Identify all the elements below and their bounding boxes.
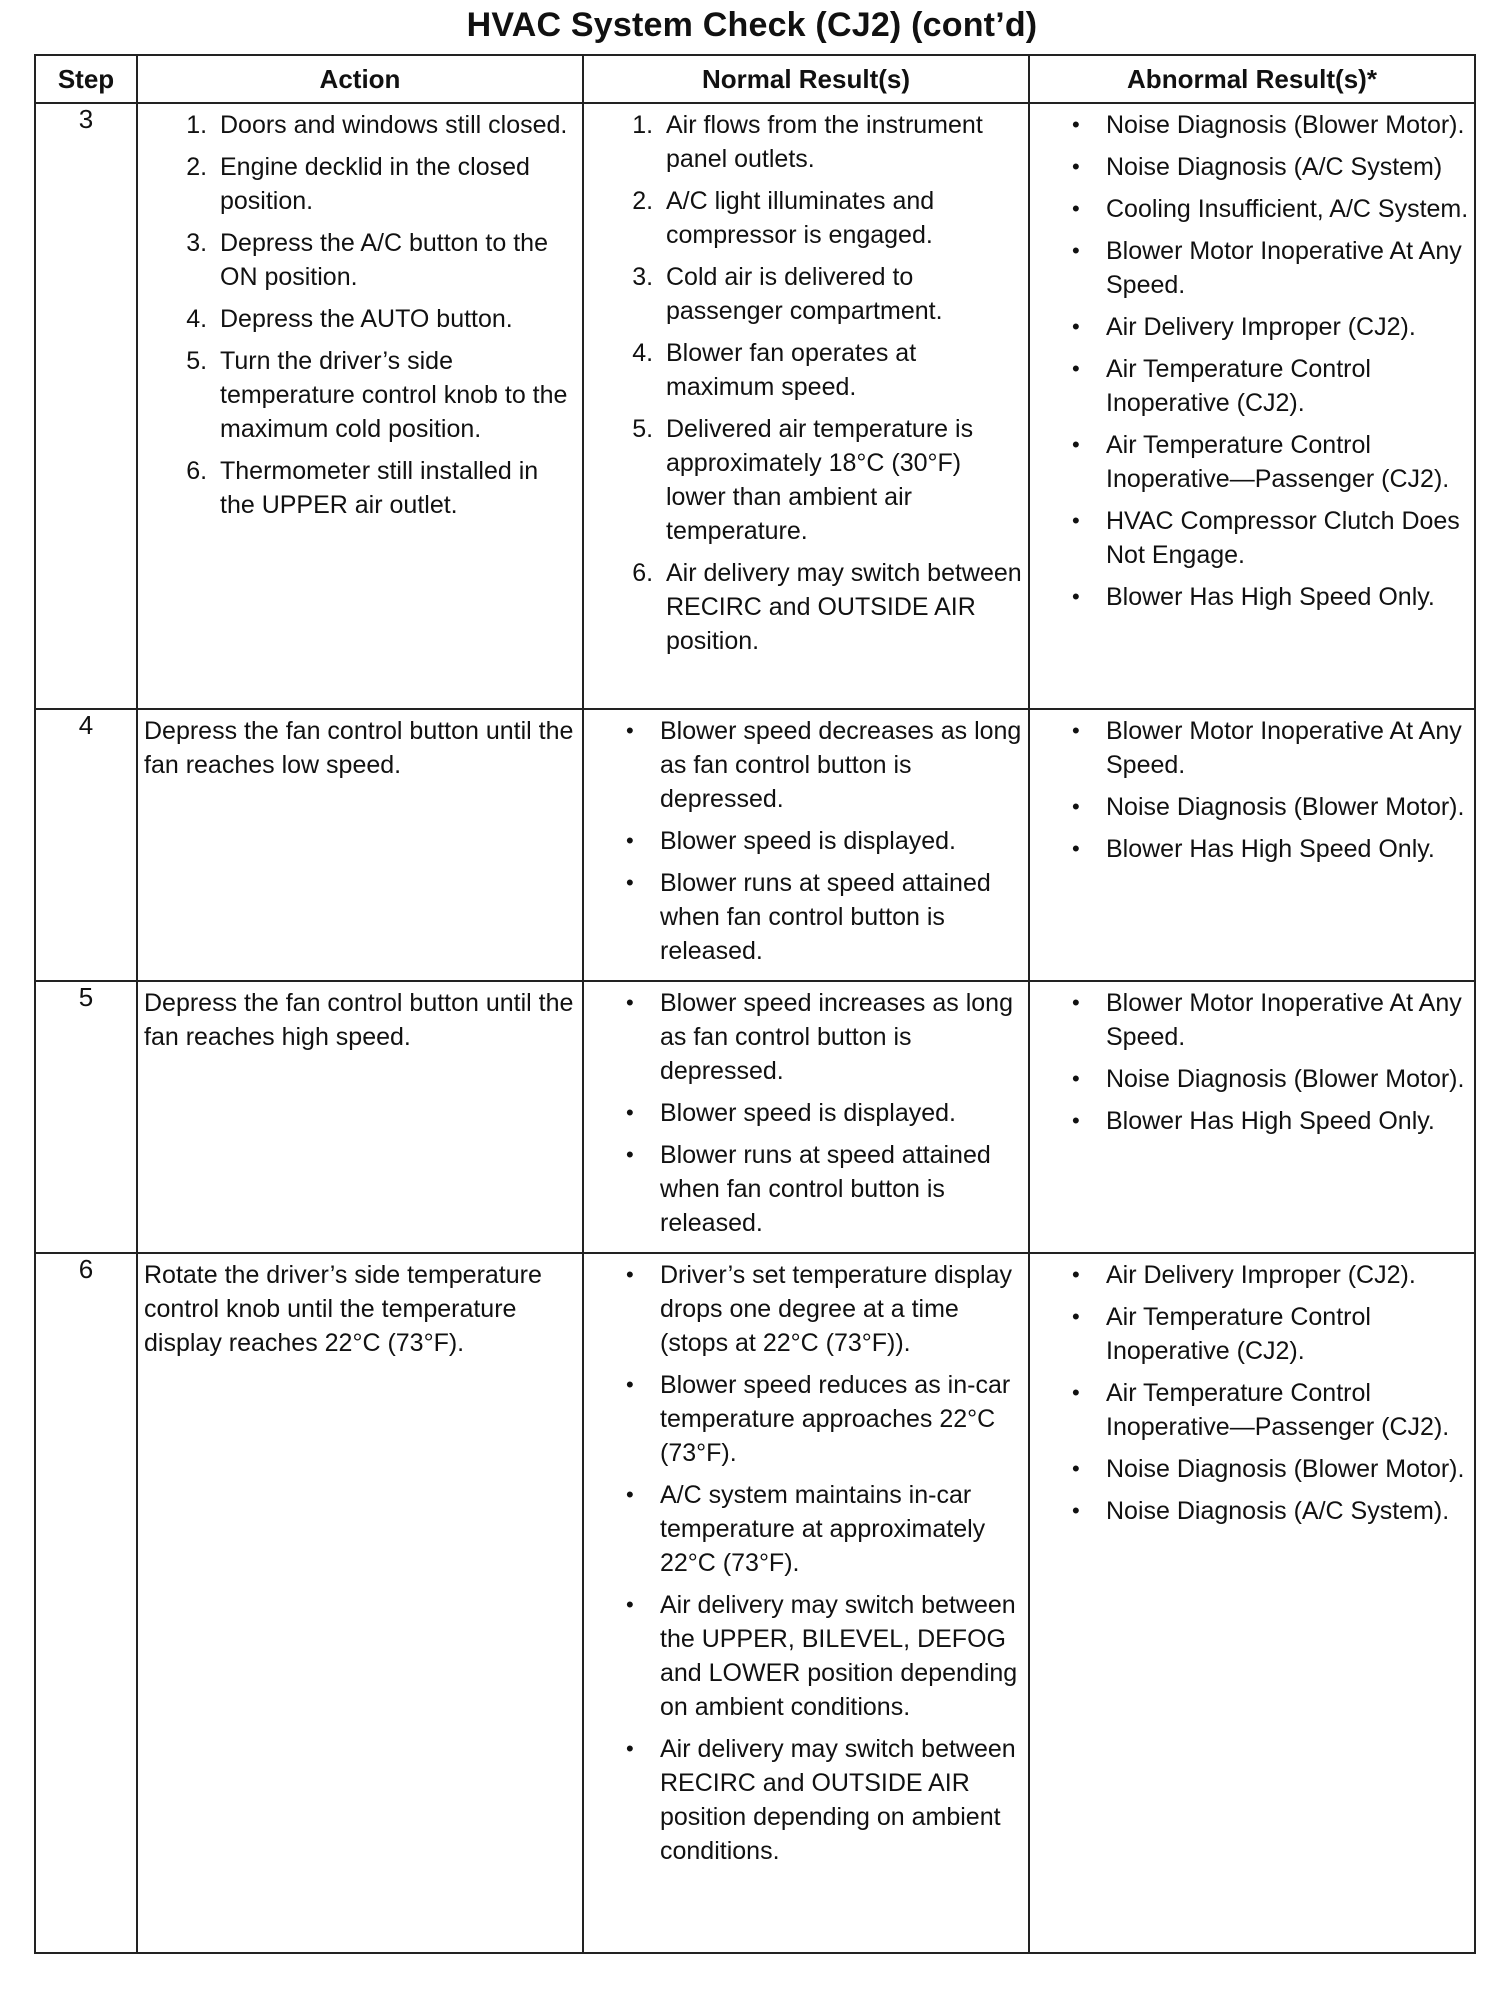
action-cell (137, 1253, 583, 1953)
step-number: 6 (35, 1253, 137, 1953)
action-list (142, 108, 578, 522)
list-item: • Blower runs at speed attained when fan control button is released. (660, 1138, 1024, 1240)
list-item: • Blower Has High Speed Only. (1106, 1104, 1470, 1138)
abnormal-results-cell (1029, 709, 1475, 981)
abnormal-results-cell (1029, 981, 1475, 1253)
step-number: 3 (35, 103, 137, 709)
table-row (35, 103, 1475, 709)
normal-results-cell (583, 1253, 1029, 1953)
list-item: • Air delivery may switch between RECIRC and OUTSIDE AIR position depending on ambient conditions. (660, 1732, 1024, 1868)
list-item: • Blower runs at speed attained when fan control button is released. (660, 866, 1024, 968)
header-normal-results: Normal Result(s) (583, 55, 1029, 103)
list-item: 4. Depress the AUTO button. (214, 302, 578, 336)
normal-results-cell (583, 981, 1029, 1253)
action-text: Rotate the driver’s side temperature control knob until the temperature display reaches 22°C (73°F). (144, 1261, 542, 1357)
list-item: 2. A/C light illuminates and compressor is engaged. (660, 184, 1024, 252)
list-item: • Air Temperature Control Inoperative—Passenger (CJ2). (1106, 1376, 1470, 1444)
list-item: • A/C system maintains in-car temperature at approximately 22°C (73°F). (660, 1478, 1024, 1580)
table-row (35, 981, 1475, 1253)
normal-results-list (588, 1258, 1024, 1868)
list-item: • Noise Diagnosis (Blower Motor). (1106, 1062, 1470, 1096)
list-item: • Blower Has High Speed Only. (1106, 580, 1470, 614)
list-item: • Air Delivery Improper (CJ2). (1106, 1258, 1470, 1292)
action-text: Depress the fan control button until the fan reaches low speed. (144, 717, 574, 779)
list-item: • Noise Diagnosis (Blower Motor). (1106, 790, 1470, 824)
table-row (35, 1253, 1475, 1953)
hvac-check-table (34, 54, 1476, 1954)
normal-results-list (588, 714, 1024, 968)
list-item: • Noise Diagnosis (Blower Motor). (1106, 1452, 1470, 1486)
list-item: • Blower Motor Inoperative At Any Speed. (1106, 714, 1470, 782)
list-item: 4. Blower fan operates at maximum speed. (660, 336, 1024, 404)
list-item: • Cooling Insufficient, A/C System. (1106, 192, 1470, 226)
list-item: • HVAC Compressor Clutch Does Not Engage. (1106, 504, 1470, 572)
list-item: 2. Engine decklid in the closed position. (214, 150, 578, 218)
list-item: 3. Depress the A/C button to the ON position. (214, 226, 578, 294)
normal-results-cell (583, 709, 1029, 981)
list-item: 6. Thermometer still installed in the UPPER air outlet. (214, 454, 578, 522)
action-cell (137, 981, 583, 1253)
list-item: • Driver’s set temperature display drops one degree at a time (stops at 22°C (73°F)). (660, 1258, 1024, 1360)
action-cell (137, 103, 583, 709)
list-item: • Blower Motor Inoperative At Any Speed. (1106, 234, 1470, 302)
list-item: • Blower Has High Speed Only. (1106, 832, 1470, 866)
list-item: • Noise Diagnosis (A/C System). (1106, 1494, 1470, 1528)
abnormal-results-list (1034, 714, 1470, 866)
list-item: 5. Delivered air temperature is approximately 18°C (30°F) lower than ambient air temperature. (660, 412, 1024, 548)
list-item: • Blower speed increases as long as fan control button is depressed. (660, 986, 1024, 1088)
list-item: • Air Temperature Control Inoperative (CJ2). (1106, 352, 1470, 420)
normal-results-list (588, 986, 1024, 1240)
list-item: • Blower Motor Inoperative At Any Speed. (1106, 986, 1470, 1054)
action-text: Depress the fan control button until the fan reaches high speed. (144, 989, 574, 1051)
list-item: • Blower speed is displayed. (660, 824, 1024, 858)
list-item: • Blower speed is displayed. (660, 1096, 1024, 1130)
list-item: 5. Turn the driver’s side temperature control knob to the maximum cold position. (214, 344, 578, 446)
list-item: • Noise Diagnosis (Blower Motor). (1106, 108, 1470, 142)
step-number: 4 (35, 709, 137, 981)
abnormal-results-list (1034, 108, 1470, 614)
list-item: 6. Air delivery may switch between RECIRC and OUTSIDE AIR position. (660, 556, 1024, 658)
abnormal-results-list (1034, 1258, 1470, 1528)
page-title: HVAC System Check (CJ2) (cont’d) (466, 6, 1038, 44)
abnormal-results-cell (1029, 103, 1475, 709)
abnormal-results-cell (1029, 1253, 1475, 1953)
abnormal-results-list (1034, 986, 1470, 1138)
list-item: • Blower speed reduces as in-car temperature approaches 22°C (73°F). (660, 1368, 1024, 1470)
list-item: 1. Doors and windows still closed. (214, 108, 578, 142)
normal-results-list (588, 108, 1024, 658)
action-cell (137, 709, 583, 981)
step-number: 5 (35, 981, 137, 1253)
list-item: • Blower speed decreases as long as fan control button is depressed. (660, 714, 1024, 816)
header-action: Action (137, 55, 583, 103)
header-row (35, 55, 1475, 103)
list-item: • Air Temperature Control Inoperative (CJ2). (1106, 1300, 1470, 1368)
normal-results-cell (583, 103, 1029, 709)
list-item: • Noise Diagnosis (A/C System) (1106, 150, 1470, 184)
list-item: • Air Temperature Control Inoperative—Passenger (CJ2). (1106, 428, 1470, 496)
header-abnormal-results: Abnormal Result(s)* (1029, 55, 1475, 103)
list-item: 1. Air flows from the instrument panel outlets. (660, 108, 1024, 176)
list-item: • Air delivery may switch between the UPPER, BILEVEL, DEFOG and LOWER position depending on ambient conditions. (660, 1588, 1024, 1724)
list-item: 3. Cold air is delivered to passenger compartment. (660, 260, 1024, 328)
header-step: Step (35, 55, 137, 103)
list-item: • Air Delivery Improper (CJ2). (1106, 310, 1470, 344)
table-row (35, 709, 1475, 981)
